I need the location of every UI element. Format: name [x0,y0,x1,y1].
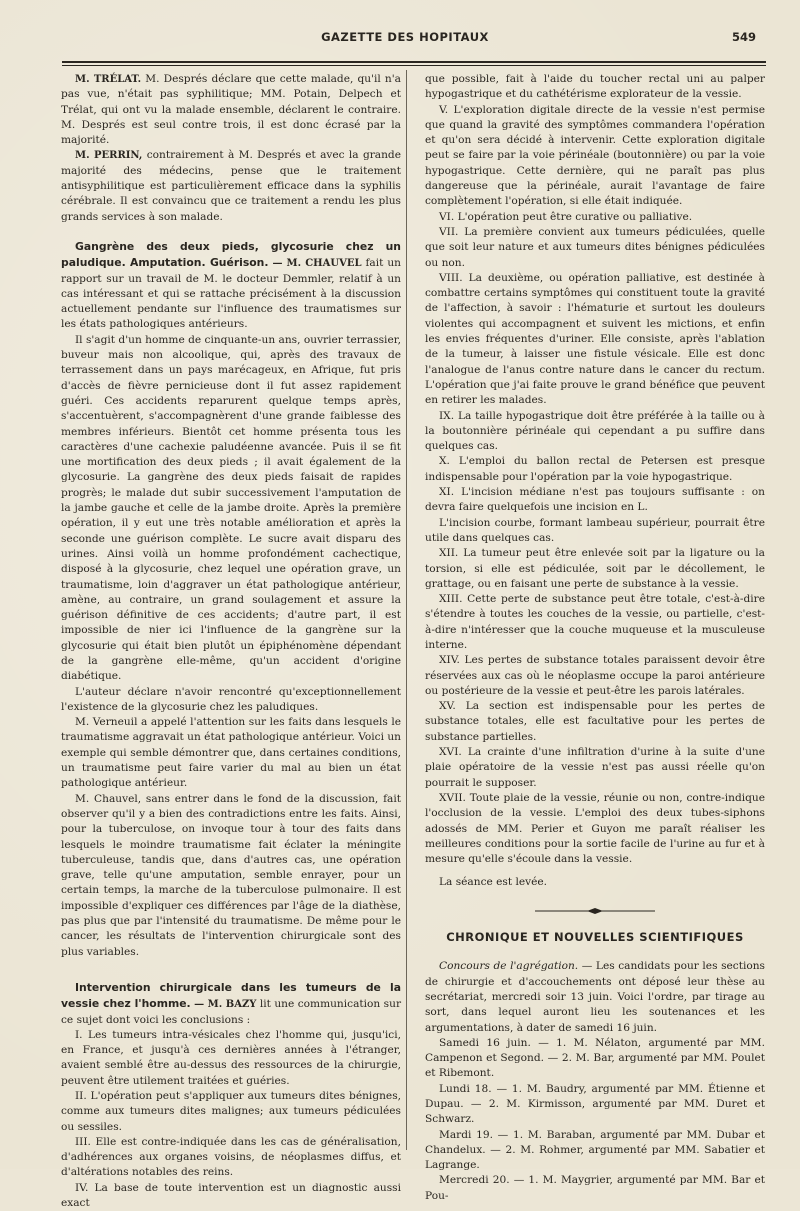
conclusion-item: XIV. Les pertes de substance totales paraissent devoir être réservées aux cas où le néoplasme occupe la paroi antérieure ou postérieure de la vessie et peut-être les parois latérales. [425,654,765,697]
section-heading-vessie: Intervention chirurgicale dans les tumeurs de la vessie chez l'homme. — M. BAZY lit une communication sur ce sujet dont voici les conclusions : [61,980,402,1026]
conclusion-item: XV. La section est indispensable pour les pertes de substance totales, elle est facultative pour les pertes de substance partielles. [425,700,765,743]
paragraph: M. Chauvel, sans entrer dans le fond de la discussion, fait observer qu'il y a bien des contradictions entre les faits. Ainsi, pour la tuberculose, on invoque tour à tour des faits dans lesquels le moindre traumatisme fait éclater la méningite tuberculeuse, tandis que, dans d'autres cas, une opération grave, telle qu'une amputation, semble enrayer, pour un certain temps, la marche de la tuberculose pulmonaire. Il est impossible d'expliquer ces différences par l'âge de la diathèse, pas plus que par l'intensité du traumatisme. De même pour le cancer, les résultats de l'intervention chirurgicale sont des plus variables. [61,792,401,958]
header-rule-thick [62,61,766,63]
paragraph: Concours de l'agrégation. — Les candidats pour les sections de chirurgie et d'accouchements ont déposé leur thèse au secrétariat, mercredi soir 13 juin. Voici l'ordre, par tirage au sort, dans lequel auront lieu les soutenances et les argumentations, à dater de samedi 16 juin. [425,960,765,1034]
column-divider [406,70,407,1150]
conclusion-item: III. Elle est contre-indiquée dans les cas de généralisation, d'adhérences aux organes voisins, de néoplasmes diffus, et d'altérations notables des reins. [61,1135,401,1179]
schedule-item: Lundi 18. — 1. M. Baudry, argumenté par MM. Étienne et Dupau. — 2. M. Kirmisson, argumenté par MM. Duret et Schwarz. [425,1082,765,1126]
conclusion-item: XI. L'incision médiane n'est pas toujours suffisante : on devra faire quelquefois une incision en L. [425,486,765,514]
conclusion-item: V. L'exploration digitale directe de la vessie n'est permise que quand la gravité des symptômes commandera l'opération et qu'on sera décidé à intervenir. Cette exploration digitale peut se faire par la voie périnéale (boutonnière) ou par la voie hypogastrique. Cette dernière, qui ne paraît pas plus dangereuse que la périnéale, aurait l'avantage de faire complètement l'opération, si elle était indiquée. [425,103,765,208]
conclusion-item: I. Les tumeurs intra-vésicales chez l'homme qui, jusqu'ici, en France, et jusqu'à ces dernières années à l'étranger, avaient semblé être au-dessus des ressources de la chirurgie, peuvent être utilement traitées et guéries. [61,1028,401,1087]
conclusion-item: IX. La taille hypogastrique doit être préférée à la taille ou à la boutonnière périnéale qui cependant a pu suffire dans quelques cas. [425,409,765,453]
closing-line: La séance est levée. [439,876,548,889]
section-heading-gangrene: Gangrène des deux pieds, glycosurie chez un paludique. Amputation. Guérison. — M. CHAUVEL fait un rapport sur un travail de M. le docteur Demmler, relatif à un cas intéressant et qui se rattache précisément à la discussion actuellement pendante sur l'influence des traumatismes sur les états pathologiques antérieurs. [61,239,401,331]
conclusion-item: XVII. Toute plaie de la vessie, réunie ou non, contre-indique l'occlusion de la vessie. L'emploi des deux tubes-siphons adossés de MM. Perier et Guyon me paraît réaliser les meilleures conditions pour la sortie facile de l'urine au fur et à mesure qu'elle s'écoule dans la vessie. [425,791,765,866]
paragraph: Il s'agit d'un homme de cinquante-un ans, ouvrier terrassier, buveur mais non alcoolique, qui, après des travaux de terrassement dans un pays marécageux, en Afrique, fut pris d'accès de fièvre pernicieuse dont il fut assez rapidement guéri. Ces accidents reparurent quelque temps après, s'accentuèrent, s'accompagnèrent d'une grande faiblesse des membres inférieurs. Bientôt cet homme présenta tous les caractères d'une cachexie paludéenne avancée. Puis il se fit une mortification des deux pieds ; il avait également de la glycosurie. La gangrène des deux pieds faisait de rapides progrès; le malade dut subir successivement l'amputation de la jambe gauche et celle de la jambe droite. Après la première opération, il y eut une très notable amélioration et après la seconde une guérison complète. Le sucre avait disparu des urines. Ainsi voilà un homme profondément cachectique, disposé à la glycosurie, chez lequel une opération grave, un traumatisme, loin d'aggraver un état pathologique antérieur, amène, au contraire, un grand soulagement et assure la guérison définitive de ces accidents; d'autre part, il est impossible de nier ici l'influence de la gangrène sur la glycosurie qui était bien plutôt un épiphénomène dépendant de la gangrène elle-même, qu'un accident d'origine diabétique. [61,333,401,683]
conclusion-item: L'incision courbe, formant lambeau supérieur, pourrait être utile dans quelques cas. [425,516,765,544]
paragraph: M. Verneuil a appelé l'attention sur les faits dans lesquels le traumatisme aggravait un état pathologique antérieur. Voici un exemple qui semble démontrer que, dans certaines conditions, un traumatisme peut faire varier du mal au bien un état pathologique antérieur. [61,716,401,790]
conclusion-item: X. L'emploi du ballon rectal de Petersen est presque indispensable pour l'opération par la voie hypogastrique. [425,455,765,483]
conclusion-item: VI. L'opération peut être curative ou palliative. [439,210,693,223]
schedule-item: Mardi 19. — 1. M. Baraban, argumenté par MM. Dubar et Chandelux. — 2. M. Rohmer, argumenté par MM. Sabatier et Lagrange. [425,1128,765,1172]
journal-title: GAZETTE DES HOPITAUX [321,30,489,44]
right-column [425,72,765,1204]
conclusion-item: VII. La première convient aux tumeurs pédiculées, quelle que soit leur nature et aux tumeurs dites bénignes pédiculées ou non. [425,225,765,269]
paragraph: L'auteur déclare n'avoir rencontré qu'exceptionnellement l'existence de la glycosurie chez les paludiques. [61,685,401,713]
conclusion-item: IV. La base de toute intervention est un diagnostic aussi exact [61,1181,401,1210]
conclusion-item: que possible, fait à l'aide du toucher rectal uni au palper hypogastrique et du cathétérisme explorateur de la vessie. [425,73,765,101]
page-header [40,18,770,48]
schedule-item: Mercredi 20. — 1. M. Maygrier, argumenté par MM. Bar et Pou- [425,1174,765,1202]
conclusion-item: II. L'opération peut s'appliquer aux tumeurs dites bénignes, comme aux tumeurs dites malignes; aux tumeurs pédiculées ou sessiles. [61,1090,401,1133]
conclusion-item: XVI. La crainte d'une infiltration d'urine à la suite d'une plaie opératoire de la vessie n'est pas aussi réelle qu'on pourrait le supposer. [425,746,765,789]
conclusion-item: XII. La tumeur peut être enlevée soit par la ligature ou la torsion, si elle est pédiculée, soit par le décollement, le grattage, ou en faisant une perte de substance à la vessie. [425,547,765,590]
page-number: 549 [731,30,756,44]
chronique-heading: CHRONIQUE ET NOUVELLES SCIENTIFIQUES [446,930,744,945]
header-rule-thin [62,65,766,66]
section-ornament [425,905,765,920]
paragraph: M. PERRIN, contrairement à M. Després et avec la grande majorité des médecins, pense que le traitement antisyphilitique est particulièrement efficace dans la syphilis cérébrale. Il est convaincu que ce traitement a rendu les plus grands services à son malade. [61,149,401,223]
paragraph: M. TRÉLAT. M. Després déclare que cette malade, qu'il n'a pas vue, n'était pas syphilitique; MM. Potain, Delpech et Trélat, qui ont vu la malade ensemble, déclarent le contraire. M. Després est seul contre trois, il est donc écrasé par la majorité. [61,73,401,147]
left-column [61,72,401,1211]
conclusion-item: XIII. Cette perte de substance peut être totale, c'est-à-dire s'étendre à toutes les couches de la vessie, ou partielle, c'est-à-dire n'intéresser que la couche muqueuse et la musculeuse interne. [425,593,765,651]
ornament-rule-icon [535,907,655,915]
schedule-item: Samedi 16 juin. — 1. M. Nélaton, argumenté par MM. Campenon et Segond. — 2. M. Bar, argumenté par MM. Poulet et Ribemont. [425,1036,765,1080]
conclusion-item: VIII. La deuxième, ou opération palliative, est destinée à combattre certains symptômes qui constituent toute la gravité de l'affection, à savoir : l'hématurie et surtout les douleurs violentes qui accompagnent et suivent les mictions, et enfin les envies fréquentes d'uriner. Elle consiste, après l'ablation de la tumeur, à laisser une fistule vésicale. Elle est donc l'analogue de l'anus contre nature dans le cancer du rectum. L'opération que j'ai faite prouve le grand bénéfice que peuvent en retirer les malades. [425,271,765,407]
